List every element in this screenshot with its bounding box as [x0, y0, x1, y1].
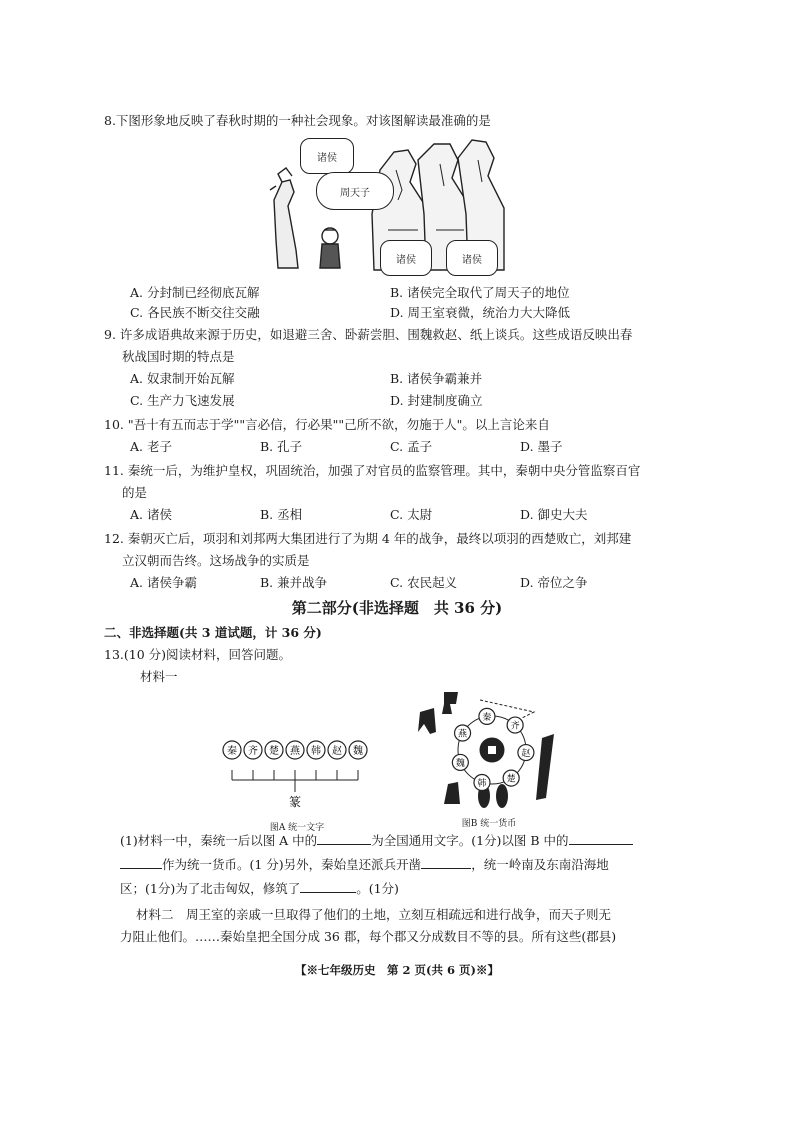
q13-stem: 13.(10 分)阅读材料，回答问题。: [104, 647, 292, 662]
bubble-feudal-lord-right: [446, 240, 498, 276]
q10-option-a: A. 老子: [130, 439, 172, 454]
state-coin-label: 齐: [510, 721, 520, 732]
state-coin-label: 秦: [482, 712, 492, 723]
state-script-char: 魏: [353, 746, 363, 757]
text-segment: ，统一岭南及东南沿海地: [471, 857, 609, 872]
q12-stem-line2: 立汉朝而告终。这场战争的实质是: [122, 553, 310, 568]
part2-subheading: 二、非选择题(共 3 道试题，计 36 分): [104, 625, 322, 640]
q10-stem: 10. "吾十有五而志于学""言必信，行必果""己所不欲，勿施于人"。以上言论来自: [104, 417, 550, 432]
figure-b-caption: 图B 统一货币: [461, 819, 517, 829]
state-script-char: 秦: [227, 746, 237, 757]
q13-material2-line2: 力阻止他们。……秦始皇把全国分成 36 郡，每个郡又分成数目不等的县。所有这些(郡县): [120, 929, 617, 944]
text-segment: 为全国通用文字。(1分)以图 B 中的: [371, 833, 569, 848]
q9-option-c: C. 生产力飞速发展: [130, 393, 235, 408]
q10-option-b: B. 孔子: [260, 439, 303, 454]
q13-text-line3: [120, 880, 399, 898]
q8-cartoon: [268, 130, 508, 280]
bubble-text: 诸侯: [396, 254, 416, 266]
q11-option-b: B. 丞相: [260, 507, 303, 522]
state-coin-label: 韩: [477, 778, 487, 789]
state-script-char: 齐: [248, 746, 258, 757]
q12-option-a: A. 诸侯争霸: [130, 575, 197, 590]
answer-blank-2[interactable]: [569, 832, 633, 845]
q11-stem-line1: 11. 秦统一后，为维护皇权，巩固统治，加强了对官员的监察管理。其中，秦朝中央分管监察百官: [104, 463, 641, 478]
bubble-zhou-tianzi: [316, 172, 394, 210]
coin-square-hole: [488, 746, 496, 754]
q8-stem: 8.下图形象地反映了春秋时期的一种社会现象。对该图解读最准确的是: [104, 113, 491, 128]
state-coin-label: 赵: [521, 749, 531, 760]
state-script-char: 赵: [332, 746, 342, 757]
q9-stem-line2: 秋战国时期的特点是: [122, 349, 235, 364]
q13-text-line1: [120, 832, 633, 850]
q9-option-b: B. 诸侯争霸兼并: [390, 371, 483, 386]
state-coin-label: 魏: [455, 758, 465, 769]
figure-b-graphic: [414, 688, 564, 818]
q11-option-a: A. 诸侯: [130, 507, 172, 522]
page-footer: 【※七年级历史 第 2 页(共 6 页)※】: [295, 963, 499, 977]
figure-a-unified-script: [222, 740, 372, 833]
q9-option-d: D. 封建制度确立: [390, 393, 483, 408]
q8-option-a: A. 分封制已经彻底瓦解: [130, 285, 260, 300]
q11-option-d: D. 御史大夫: [520, 507, 588, 522]
bubble-text: 诸侯: [317, 152, 337, 164]
q8-option-b: B. 诸侯完全取代了周天子的地位: [390, 285, 570, 300]
q12-option-d: D. 帝位之争: [520, 575, 588, 590]
q8-option-c: C. 各民族不断交往交融: [130, 305, 260, 320]
figure-b-unified-currency: [414, 688, 564, 829]
text-segment: 区；(1分)为了北击匈奴，修筑了: [120, 881, 301, 896]
q11-option-c: C. 太尉: [390, 507, 433, 522]
q10-option-c: C. 孟子: [390, 439, 433, 454]
bubble-feudal-lord-top: [300, 138, 354, 174]
state-coin-label: 燕: [458, 729, 468, 740]
part2-heading: 第二部分(非选择题 共 36 分): [291, 599, 503, 617]
text-segment: (1)材料一中，秦统一后以图 A 中的: [120, 833, 318, 848]
figure-a-graphic: [222, 740, 372, 820]
bubble-text: 诸侯: [462, 254, 482, 266]
q12-option-c: C. 农民起义: [390, 575, 458, 590]
q8-option-d: D. 周王室衰微，统治力大大降低: [390, 305, 571, 320]
state-script-char: 楚: [269, 746, 279, 757]
q13-material2-line1: 材料二 周王室的亲戚一旦取得了他们的土地，立刻互相疏远和进行战争，而天子则无: [136, 907, 612, 922]
answer-blank-4[interactable]: [300, 880, 356, 893]
q10-option-d: D. 墨子: [520, 439, 563, 454]
unified-script-char: 篆: [288, 795, 302, 809]
q13-text-line2: [120, 856, 609, 874]
q9-option-a: A. 奴隶制开始瓦解: [130, 371, 235, 386]
q12-option-b: B. 兼并战争: [260, 575, 328, 590]
text-segment: 作为统一货币。(1 分)另外，秦始皇还派兵开凿: [162, 857, 422, 872]
figure-a-caption: 图A 统一文字: [269, 823, 325, 833]
state-script-char: 燕: [290, 746, 300, 757]
answer-blank-1[interactable]: [317, 832, 371, 845]
q11-stem-line2: 的是: [122, 485, 148, 500]
q12-stem-line1: 12. 秦朝灭亡后，项羽和刘邦两大集团进行了为期 4 年的战争，最终以项羽的西楚败亡，刘邦建: [104, 531, 632, 546]
bubble-feudal-lord-left: [380, 240, 432, 276]
q13-material1-label: 材料一: [140, 669, 178, 684]
q9-stem-line1: 9. 许多成语典故来源于历史，如退避三舍、卧薪尝胆、围魏救赵、纸上谈兵。这些成语反映出春: [104, 327, 633, 342]
answer-blank-2-cont[interactable]: [120, 856, 162, 869]
text-segment: 。(1分): [356, 881, 399, 896]
answer-blank-3[interactable]: [421, 856, 471, 869]
state-script-char: 韩: [311, 746, 321, 757]
bubble-text: 周天子: [340, 187, 370, 199]
state-coin-label: 楚: [506, 774, 516, 785]
